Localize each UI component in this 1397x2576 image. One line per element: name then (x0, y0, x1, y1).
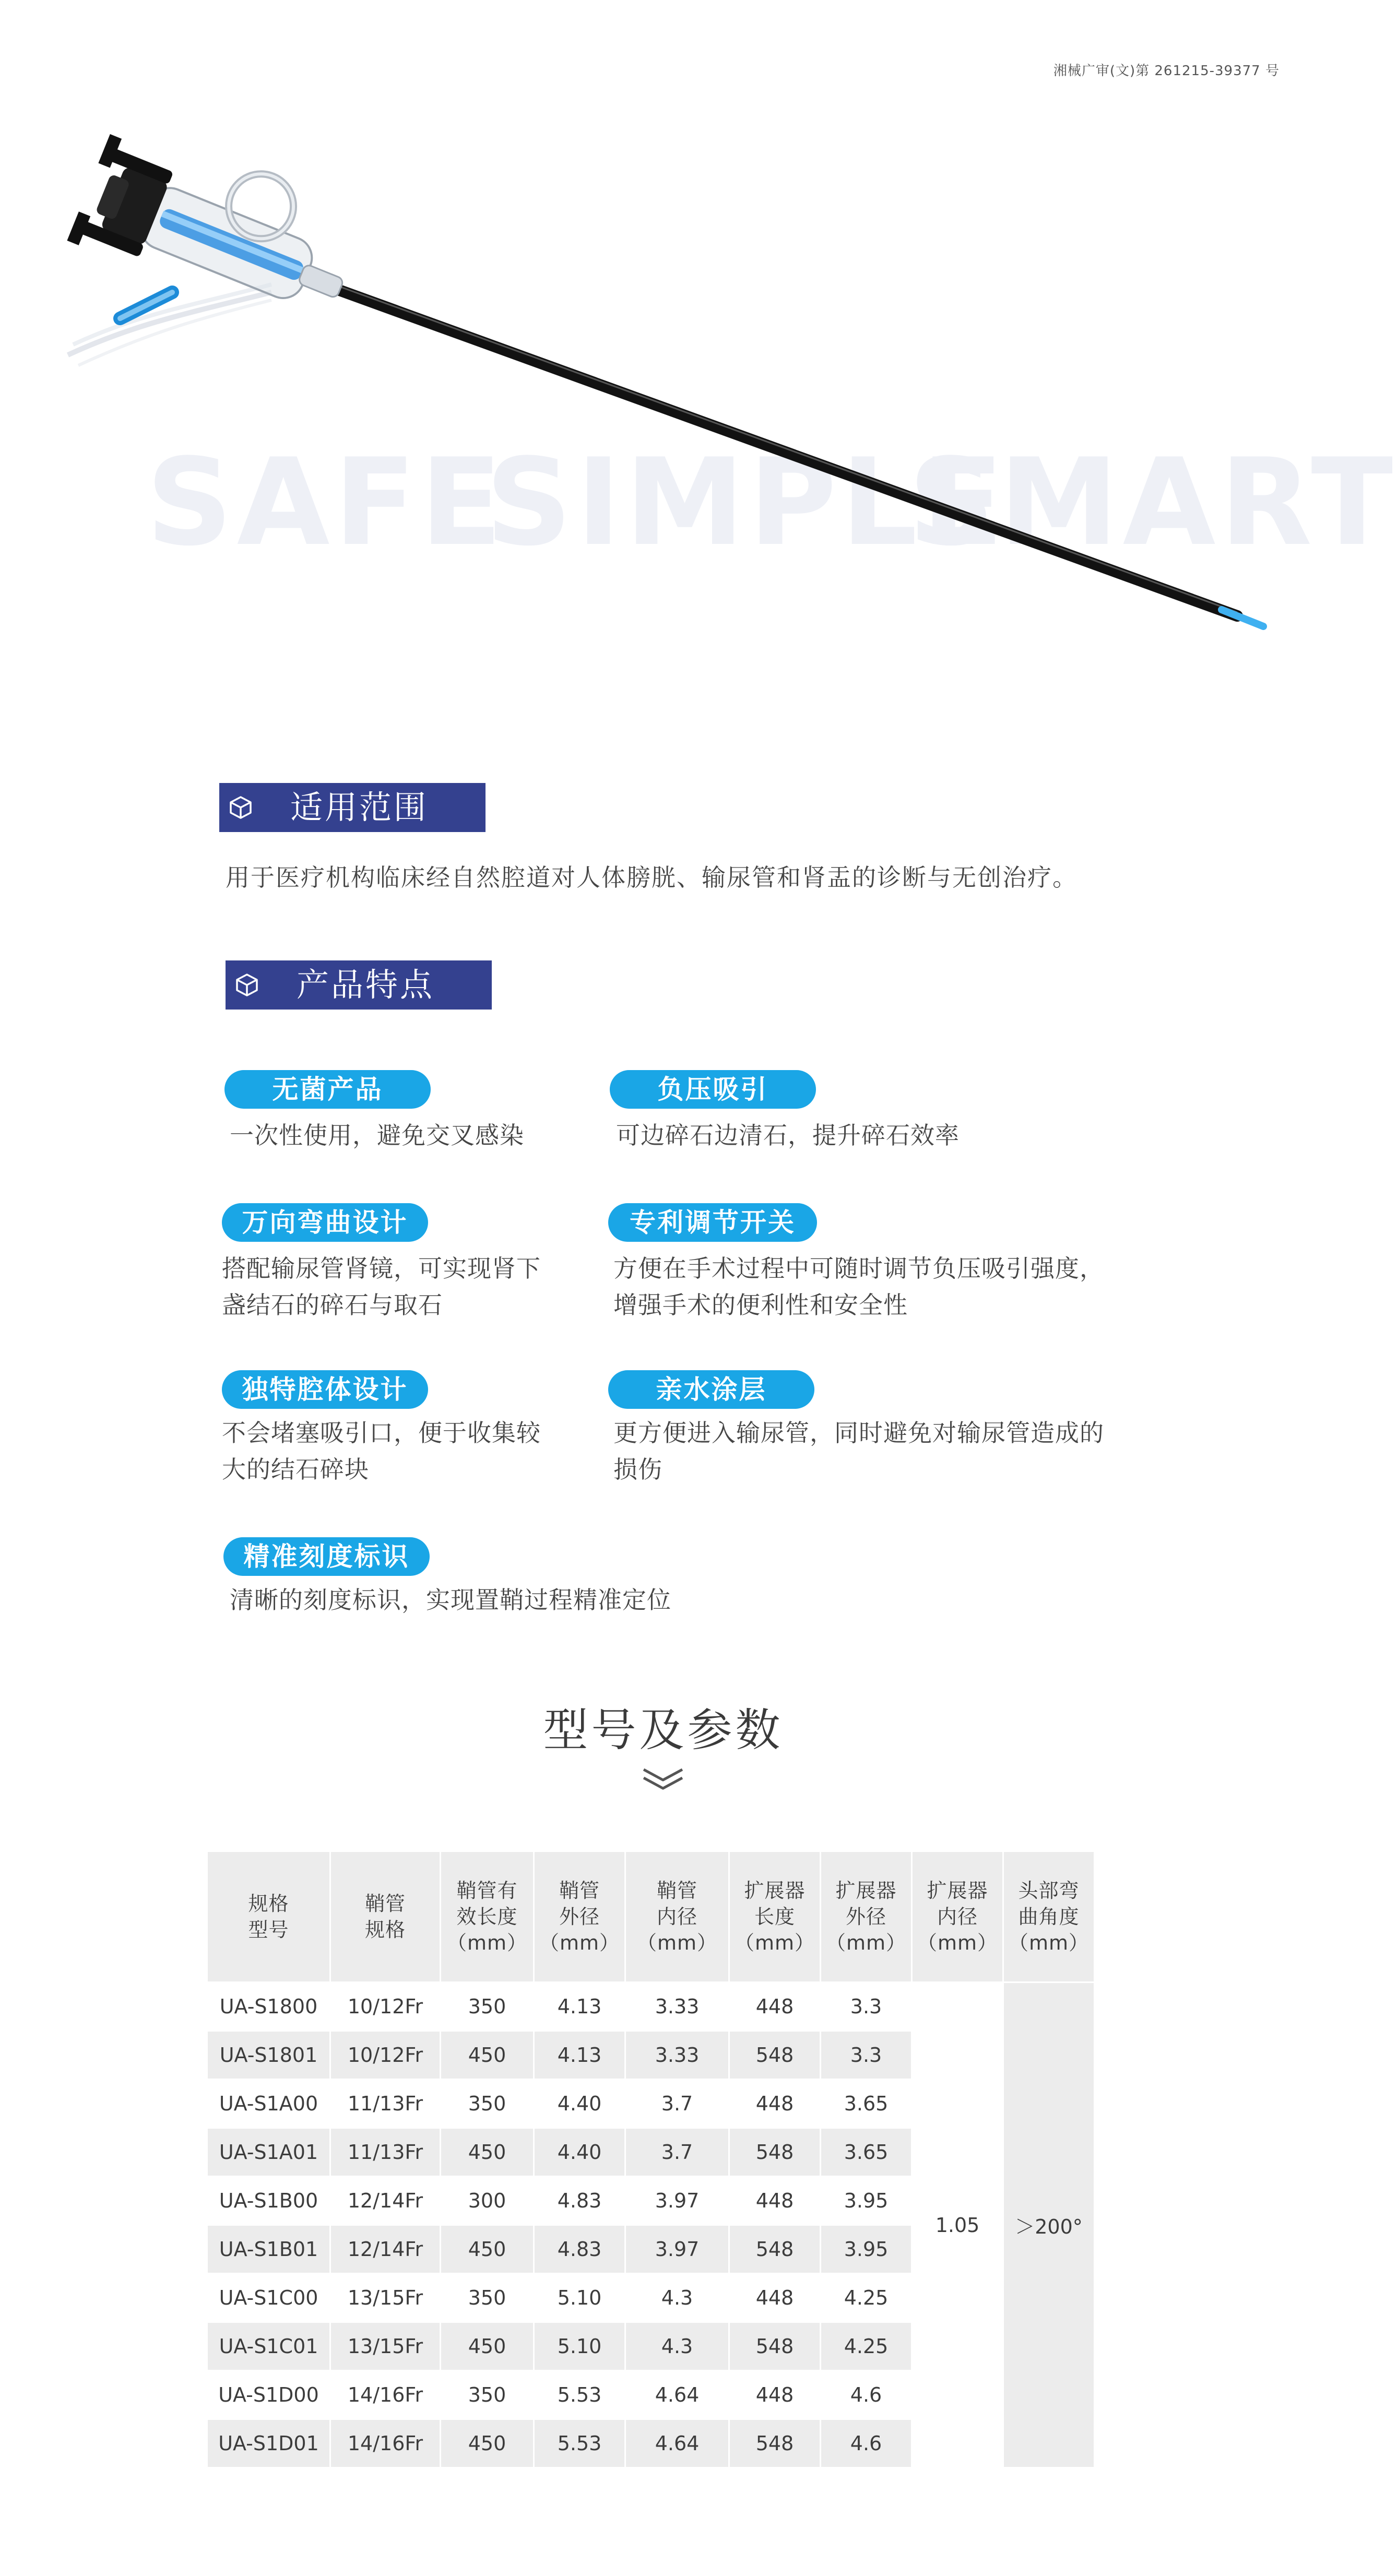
hero-word-safe: SAFE (146, 433, 506, 573)
table-cell: UA-S1801 (208, 2032, 329, 2079)
table-cell: UA-S1C01 (208, 2323, 329, 2370)
table-cell: 350 (468, 2383, 506, 2406)
table-cell: 5.10 (535, 2323, 624, 2370)
table-cell: 12/14Fr (331, 2226, 440, 2273)
table-cell: 448 (755, 2092, 794, 2115)
table-cell: 548 (730, 2032, 820, 2079)
table-header-row (208, 1852, 1094, 1981)
header-sheath-id: 鞘管 内径 （mm） (626, 1852, 728, 1981)
table-cell: 4.6 (850, 2383, 882, 2406)
table-cell: 14/16Fr (331, 2420, 440, 2467)
features-heading-text: 产品特点 (297, 966, 435, 1004)
ureteral-sheath-image (0, 0, 1327, 679)
feature-pill-sterile: 无菌产品 (224, 1070, 431, 1109)
table-cell: 548 (730, 2129, 820, 2176)
header-sheath-od: 鞘管 外径 （mm） (535, 1852, 624, 1981)
table-cell: UA-S1B00 (219, 2189, 318, 2212)
feature-desc-switch (613, 1250, 1104, 1323)
table-cell: 3.3 (821, 2032, 911, 2079)
table-cell: 350 (468, 2286, 506, 2309)
table-cell: 4.40 (535, 2129, 624, 2176)
table-cell: 5.53 (557, 2383, 602, 2406)
table-cell: 4.64 (626, 2420, 728, 2467)
feature-pill-suction: 负压吸引 (610, 1070, 816, 1109)
feature-desc-line: 增强手术的便利性和安全性 (613, 1291, 908, 1319)
table-cell: 10/12Fr (331, 2032, 440, 2079)
scope-heading-text: 适用范围 (290, 788, 429, 826)
header-sheath-spec: 鞘管 规格 (331, 1852, 440, 1981)
header-sheath-length: 鞘管有 效长度 （mm） (441, 1852, 533, 1981)
feature-desc-coating (613, 1415, 1104, 1488)
feature-pill-cavity: 独特腔体设计 (222, 1370, 428, 1409)
feature-desc-sterile (230, 1117, 524, 1154)
table-cell: 3.7 (626, 2129, 728, 2176)
approval-number: 湘械广审(文)第 261215-39377 号 (1053, 63, 1280, 79)
table-cell: 3.95 (821, 2226, 911, 2273)
table-cell: 450 (441, 2032, 533, 2079)
table-cell: 3.3 (850, 1995, 882, 2018)
table-cell: 4.3 (626, 2323, 728, 2370)
table-cell: 450 (441, 2226, 533, 2273)
table-cell: 4.3 (661, 2286, 693, 2309)
header-dilator-id: 扩展器 内径 （mm） (913, 1852, 1002, 1981)
table-cell: 300 (468, 2189, 506, 2212)
table-cell: 548 (730, 2323, 820, 2370)
hero-word-smart: SMART (908, 433, 1397, 573)
table-cell: 3.65 (844, 2092, 889, 2115)
feature-desc-bending (222, 1250, 541, 1323)
feature-pill-coating: 亲水涂层 (608, 1370, 814, 1409)
dilator-inner-diameter-cell: 1.05 (913, 1983, 1002, 2467)
table-cell: 3.97 (626, 2226, 728, 2273)
table-cell: 10/12Fr (347, 1995, 423, 2018)
table-cell: 3.97 (655, 2189, 700, 2212)
table-cell: UA-S1A01 (208, 2129, 329, 2176)
table-cell: 12/14Fr (347, 2189, 423, 2212)
table-cell: 350 (468, 1995, 506, 2018)
table-cell: 448 (755, 2286, 794, 2309)
hero-word-simple: SIMPLE (486, 433, 1008, 573)
feature-desc-line: 搭配输尿管肾镜，可实现肾下 (222, 1254, 541, 1283)
header-dilator-length: 扩展器 长度 （mm） (730, 1852, 820, 1981)
table-cell: 4.13 (557, 1995, 602, 2018)
table-cell: 448 (755, 1995, 794, 2018)
header-dilator-od: 扩展器 外径 （mm） (821, 1852, 911, 1981)
table-cell: UA-S1800 (219, 1995, 318, 2018)
table-cell: 13/15Fr (331, 2323, 440, 2370)
table-cell: 4.25 (821, 2323, 911, 2370)
scope-heading (219, 783, 486, 832)
table-cell: 5.10 (557, 2286, 602, 2309)
table-cell: UA-S1D00 (218, 2383, 319, 2406)
features-heading (226, 960, 492, 1010)
table-cell: 4.83 (535, 2226, 624, 2273)
feature-desc-line: 损伤 (613, 1455, 662, 1483)
table-cell: 448 (755, 2383, 794, 2406)
table-cell: 11/13Fr (347, 2092, 423, 2115)
spec-table (206, 1850, 1095, 2468)
feature-pill-bending: 万向弯曲设计 (222, 1203, 428, 1242)
feature-desc-line: 可边碎石边清石，提升碎石效率 (616, 1121, 960, 1149)
table-cell: 4.64 (655, 2383, 700, 2406)
table-cell: 450 (441, 2323, 533, 2370)
cube-icon (229, 796, 253, 820)
table-cell: UA-S1A00 (219, 2092, 318, 2115)
table-cell: 5.53 (535, 2420, 624, 2467)
tip-bend-angle-cell: ＞200° (1004, 1983, 1094, 2467)
feature-desc-line: 盏结石的碎石与取石 (222, 1291, 443, 1319)
table-cell: 450 (441, 2129, 533, 2176)
feature-desc-line: 不会堵塞吸引口，便于收集较 (222, 1419, 541, 1447)
table-cell: UA-S1C00 (219, 2286, 318, 2309)
table-cell: 4.13 (535, 2032, 624, 2079)
table-cell: 548 (730, 2226, 820, 2273)
feature-desc-cavity (222, 1415, 541, 1488)
table-cell: 14/16Fr (347, 2383, 423, 2406)
table-cell: UA-S1B01 (208, 2226, 329, 2273)
feature-desc-line: 大的结石碎块 (222, 1455, 369, 1483)
table-cell: 450 (441, 2420, 533, 2467)
feature-desc-suction (616, 1117, 960, 1154)
table-cell: UA-S1D01 (208, 2420, 329, 2467)
feature-desc-scale (230, 1582, 671, 1618)
table-cell: 3.33 (655, 1995, 700, 2018)
table-cell: 4.6 (821, 2420, 911, 2467)
feature-desc-line: 方便在手术过程中可随时调节负压吸引强度， (613, 1254, 1104, 1283)
header-model: 规格 型号 (208, 1852, 329, 1981)
table-row (208, 1983, 1094, 2030)
feature-pill-scale: 精准刻度标识 (223, 1537, 430, 1576)
table-cell: 13/15Fr (347, 2286, 423, 2309)
table-cell: 548 (730, 2420, 820, 2467)
feature-pill-switch: 专利调节开关 (608, 1203, 817, 1242)
feature-desc-line: 清晰的刻度标识，实现置鞘过程精准定位 (230, 1586, 671, 1614)
table-cell: 350 (468, 2092, 506, 2115)
feature-desc-line: 一次性使用，避免交叉感染 (230, 1121, 524, 1149)
scope-text: 用于医疗机构临床经自然腔道对人体膀胱、输尿管和肾盂的诊断与无创治疗。 (226, 863, 1078, 892)
table-cell: 11/13Fr (331, 2129, 440, 2176)
table-cell: 3.65 (821, 2129, 911, 2176)
cube-icon (235, 973, 259, 997)
table-cell: 3.95 (844, 2189, 889, 2212)
table-cell: 3.7 (661, 2092, 693, 2115)
header-tip-angle: 头部弯 曲角度 （mm） (1004, 1852, 1094, 1981)
table-cell: 4.25 (844, 2286, 889, 2309)
table-cell: 4.83 (557, 2189, 602, 2212)
table-cell: 4.40 (557, 2092, 602, 2115)
table-cell: 3.33 (626, 2032, 728, 2079)
chevron-down-icon (640, 1765, 686, 1791)
models-title: 型号及参数 (543, 1704, 784, 1756)
feature-desc-line: 更方便进入输尿管，同时避免对输尿管造成的 (613, 1419, 1104, 1447)
table-cell: 448 (755, 2189, 794, 2212)
